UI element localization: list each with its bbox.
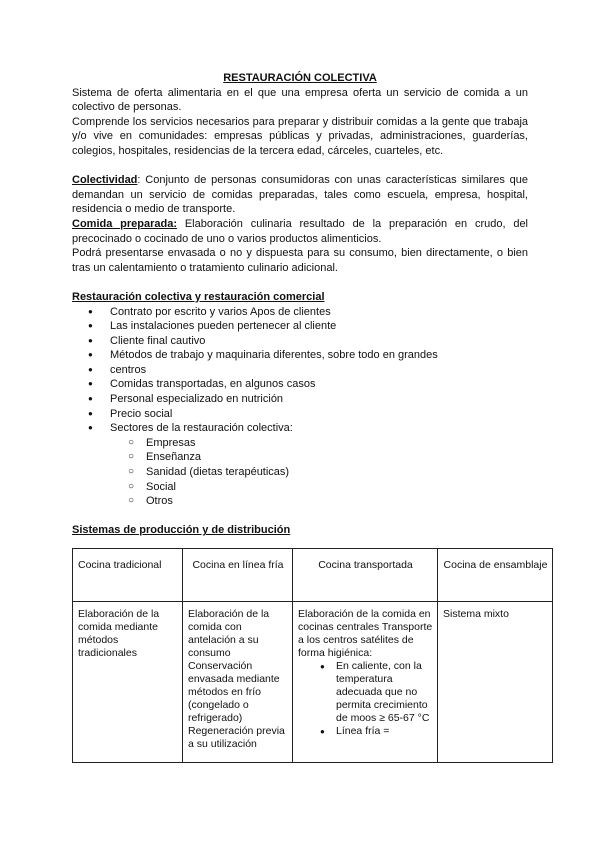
intro-paragraph-2: Comprende los servicios necesarios para preparar y distribuir comidas a la gente que trabaja y/o vive en comunidades: empresas públicas y privadas, administraciones, guarderías, colegios, hospitales, residencias de la tercera edad, cárceles, cuarteles, etc. [72,115,528,157]
section-heading-sistemas: Sistemas de producción y de distribución [72,524,291,537]
table-header-row [73,549,553,602]
text-colectividad: : Conjunto de personas consumidoras con unas características similares que demandan un servicio de comidas preparadas, tales como escuela, empresa, hospital, residencia o medio de transporte. [72,174,528,216]
sub-list-item: ○ Empresas [72,436,528,451]
table-cell: Elaboración de la comida con antelación a su consumo Conservación envasada mediante métodos en frío (congelado o refrigerado) Regeneración previa a su utilización [183,602,293,763]
table-cell: Elaboración de la comida mediante métodos tradicionales [73,602,183,763]
table-header-cell: Cocina en línea fría [183,549,293,602]
cell-bullet-list [298,660,433,738]
table-header-cell: Cocina tradicional [73,549,183,602]
list-item: ● Comidas transportadas, en algunos casos [72,377,528,392]
list-item: ● Las instalaciones pueden pertenecer al cliente [72,319,528,334]
table-header-cell: Cocina de ensamblaje [438,549,553,602]
sub-list-item: ○ Social [72,480,528,495]
list-item: ● centros [72,363,528,378]
list-item: ● Cliente final cautivo [72,334,528,349]
sub-list-item: ○ Sanidad (dietas terapéuticas) [72,465,528,480]
list-item: ● Personal especializado en nutrición [72,392,528,407]
definition-comida-preparada [72,217,528,246]
systems-table [72,548,553,763]
sub-bullet-list [72,436,528,509]
bullet-list [72,305,528,436]
table-cell: Sistema mixto [438,602,553,763]
document-content [72,71,548,763]
comida-extra-paragraph: Podrá presentarse envasada o no y dispuesta para su consumo, bien directamente, o bien tras un calentamiento o tratamiento culinario adicional. [72,247,528,274]
sub-list-item: ○ Enseñanza [72,450,528,465]
sub-list-item: ○ Otros [72,494,528,509]
table-header-cell: Cocina transportada [293,549,438,602]
intro-paragraph-1: Sistema de oferta alimentaria en el que una empresa oferta un servicio de comida a un colectivo de personas. [72,86,528,114]
section-heading-restauracion: Restauración colectiva y restauración comercial [72,290,325,303]
list-item: ● Precio social [72,407,528,422]
cell-list-item: ● Línea fría = [298,725,433,738]
table-cell [293,602,438,763]
document-title: RESTAURACIÓN COLECTIVA [223,72,377,84]
term-colectividad: Colectividad [72,174,138,187]
table-row [73,602,553,763]
list-item: ● Sectores de la restauración colectiva: [72,421,528,436]
definition-colectividad [72,173,528,217]
cell-list-item: ● En caliente, con la temperatura adecuada que no permita crecimiento de moos ≥ 65-67 °C [298,660,433,725]
cell-text: Elaboración de la comida en cocinas centrales Transporte a los centros satélites de forma higiénica: [298,608,433,659]
list-item: ● Contrato por escrito y varios Apos de clientes [72,305,528,320]
list-item: ● Métodos de trabajo y maquinaria diferentes, sobre todo en grandes [72,348,528,363]
text-comida-preparada: Elaboración culinaria resultado de la preparación en crudo, del precocinado o cocinado de uno o varios productos alimenticios. [72,217,529,245]
term-comida-preparada: Comida preparada: [72,217,178,230]
